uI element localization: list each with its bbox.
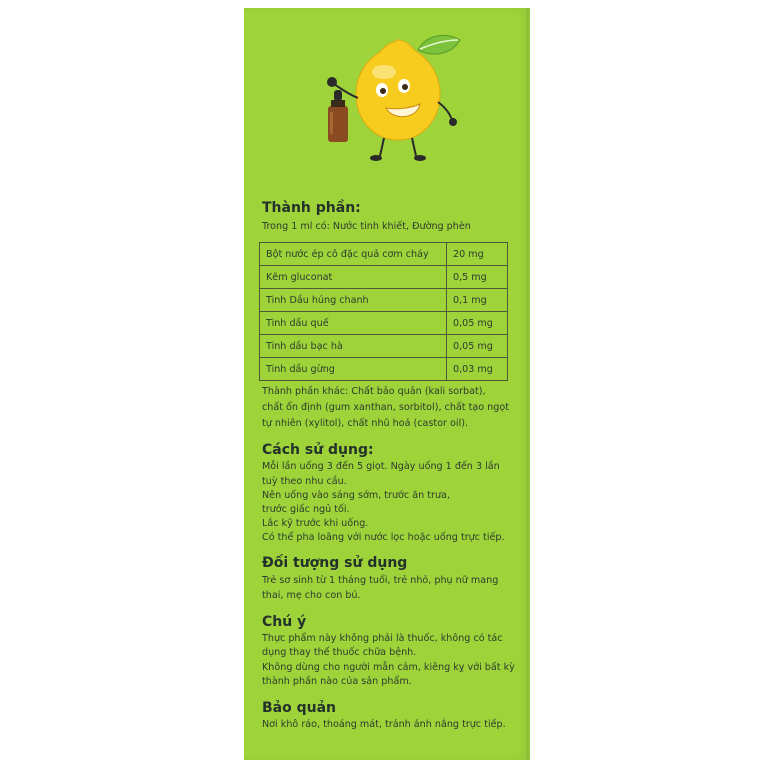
usage-line: Có thể pha loãng với nước lọc hoặc uống trực tiếp. <box>262 532 505 543</box>
ingredients-heading: Thành phần: <box>262 200 361 216</box>
usage-line: Lắc kỹ trước khi uống. <box>262 518 369 529</box>
usage-heading: Cách sử dụng: <box>262 442 374 458</box>
other-ingredients-line: chất ổn định (gum xanthan, sorbitol), chất tạo ngọt <box>262 402 509 413</box>
note-line: Thực phẩm này không phải là thuốc, không có tác <box>262 633 503 644</box>
target-heading: Đối tượng sử dụng <box>262 555 408 571</box>
ingredients-intro: Trong 1 ml có: Nước tinh khiết, Đường phèn <box>262 221 471 232</box>
target-line: Trẻ sơ sinh từ 1 tháng tuổi, trẻ nhỏ, phụ nữ mang <box>262 575 499 586</box>
ingredient-name: Bột nước ép cô đặc quả cơm cháy <box>260 243 447 266</box>
ingredient-qty: 0,05 mg <box>447 335 508 358</box>
lemon-mascot-icon <box>322 28 470 170</box>
table-row <box>260 358 508 381</box>
ingredient-name: Tinh dầu quế <box>260 312 447 335</box>
ingredients-table <box>259 242 508 381</box>
note-line: Không dùng cho người mẫn cảm, kiêng kỵ với bất kỳ <box>262 662 515 673</box>
storage-line: Nơi khô ráo, thoáng mát, tránh ánh nắng trực tiếp. <box>262 719 506 730</box>
table-row <box>260 335 508 358</box>
note-line: thành phần nào của sản phẩm. <box>262 676 412 687</box>
target-line: thai, mẹ cho con bú. <box>262 590 361 601</box>
ingredient-name: Tinh Dầu húng chanh <box>260 289 447 312</box>
ingredient-qty: 0,5 mg <box>447 266 508 289</box>
box-edge-shading <box>526 8 532 760</box>
table-row <box>260 243 508 266</box>
dropper-bottle-icon <box>328 90 348 142</box>
table-row <box>260 312 508 335</box>
ingredient-qty: 0,1 mg <box>447 289 508 312</box>
ingredient-name: Tinh dầu gừng <box>260 358 447 381</box>
ingredient-name: Tinh dầu bạc hà <box>260 335 447 358</box>
ingredient-name: Kẽm gluconat <box>260 266 447 289</box>
storage-heading: Bảo quản <box>262 700 337 716</box>
ingredient-qty: 20 mg <box>447 243 508 266</box>
note-heading: Chú ý <box>262 614 307 630</box>
note-line: dụng thay thế thuốc chữa bệnh. <box>262 647 417 658</box>
usage-line: tuỳ theo nhu cầu. <box>262 476 347 487</box>
table-row <box>260 289 508 312</box>
table-row <box>260 266 508 289</box>
other-ingredients-line: Thành phần khác: Chất bảo quản (kali sorbat), <box>262 386 486 397</box>
other-ingredients-line: tự nhiên (xylitol), chất nhũ hoá (castor oil). <box>262 418 469 429</box>
ingredient-qty: 0,05 mg <box>447 312 508 335</box>
ingredient-qty: 0,03 mg <box>447 358 508 381</box>
usage-line: Mỗi lần uống 3 đến 5 giọt. Ngày uống 1 đến 3 lần <box>262 461 500 472</box>
usage-line: trước giấc ngủ tối. <box>262 504 350 515</box>
usage-line: Nên uống vào sáng sớm, trước ăn trưa, <box>262 490 450 501</box>
leaf-icon <box>412 34 460 56</box>
